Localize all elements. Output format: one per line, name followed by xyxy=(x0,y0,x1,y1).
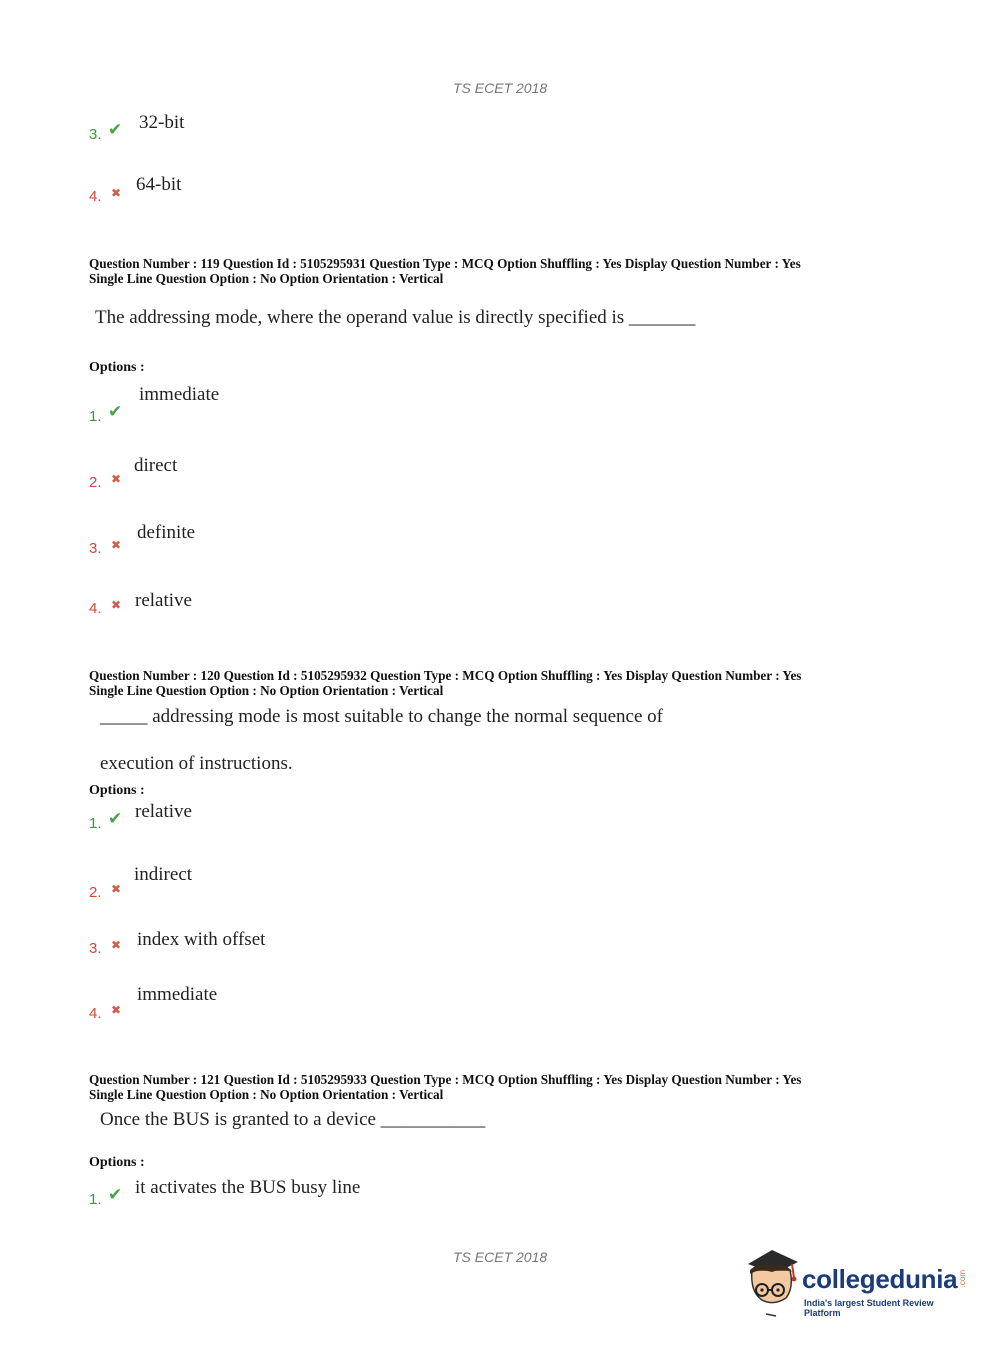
check-icon: ✔ xyxy=(108,1185,123,1205)
option-number: 1. xyxy=(89,815,102,832)
logo-tagline: India's largest Student Review Platform xyxy=(804,1298,934,1318)
option-number: 2. xyxy=(89,474,102,491)
options-label: Options : xyxy=(89,1155,145,1170)
check-icon: ✔ xyxy=(108,120,123,140)
option-text: immediate xyxy=(139,384,220,405)
check-icon: ✔ xyxy=(108,809,123,829)
check-icon: ✔ xyxy=(108,402,123,422)
page-header: TS ECET 2018 xyxy=(453,80,548,96)
question-meta xyxy=(89,1073,801,1102)
collegedunia-logo xyxy=(742,1248,970,1320)
question-text: Once the BUS is granted to a device ___________ xyxy=(100,1109,486,1130)
mascot-icon xyxy=(742,1248,800,1320)
cross-icon: ✖ xyxy=(111,882,122,896)
option-text: immediate xyxy=(137,984,218,1005)
option-text: 32-bit xyxy=(139,112,185,133)
option-number: 3. xyxy=(89,126,102,143)
option-number: 4. xyxy=(89,600,102,617)
option-text: definite xyxy=(137,522,196,543)
question-text: The addressing mode, where the operand value is directly specified is _______ xyxy=(95,307,696,328)
option-number: 2. xyxy=(89,884,102,901)
options-label: Options : xyxy=(89,360,145,375)
option-number: 1. xyxy=(89,408,102,425)
option-text: indirect xyxy=(134,864,193,885)
question-meta xyxy=(89,669,801,698)
option-number: 4. xyxy=(89,188,102,205)
question-meta xyxy=(89,257,801,286)
question-text-continued: execution of instructions. xyxy=(100,753,293,774)
option-text: relative xyxy=(135,801,192,822)
option-text: index with offset xyxy=(137,929,266,950)
option-number: 3. xyxy=(89,540,102,557)
page-footer: TS ECET 2018 xyxy=(453,1249,548,1265)
option-text: it activates the BUS busy line xyxy=(135,1177,361,1198)
cross-icon: ✖ xyxy=(111,598,122,612)
option-text: relative xyxy=(135,590,192,611)
question-meta-line2: Single Line Question Option : No Option Orientation : Vertical xyxy=(89,1086,444,1102)
options-label: Options : xyxy=(89,783,145,798)
question-text: _____ addressing mode is most suitable to change the normal sequence of xyxy=(100,706,664,727)
cross-icon: ✖ xyxy=(111,186,122,200)
question-meta-line1: Question Number : 121 Question Id : 5105295933 Question Type : MCQ Option Shuffling : Yes Display Question Number : Yes xyxy=(89,1072,802,1087)
cross-icon: ✖ xyxy=(111,538,122,552)
question-meta-line1: Question Number : 120 Question Id : 5105295932 Question Type : MCQ Option Shuffling : Yes Display Question Number : Yes xyxy=(89,668,802,683)
cross-icon: ✖ xyxy=(111,1003,122,1017)
logo-wordmark: collegedunia xyxy=(802,1264,958,1294)
option-number: 4. xyxy=(89,1005,102,1022)
option-text: direct xyxy=(134,455,178,476)
option-number: 3. xyxy=(89,940,102,957)
option-number: 1. xyxy=(89,1191,102,1208)
question-meta-line2: Single Line Question Option : No Option Orientation : Vertical xyxy=(89,270,444,286)
question-meta-line1: Question Number : 119 Question Id : 5105295931 Question Type : MCQ Option Shuffling : Yes Display Question Number : Yes xyxy=(89,256,801,271)
logo-suffix: .com xyxy=(958,1270,967,1288)
question-meta-line2: Single Line Question Option : No Option Orientation : Vertical xyxy=(89,682,444,698)
cross-icon: ✖ xyxy=(111,472,122,486)
cross-icon: ✖ xyxy=(111,938,122,952)
option-text: 64-bit xyxy=(136,174,182,195)
